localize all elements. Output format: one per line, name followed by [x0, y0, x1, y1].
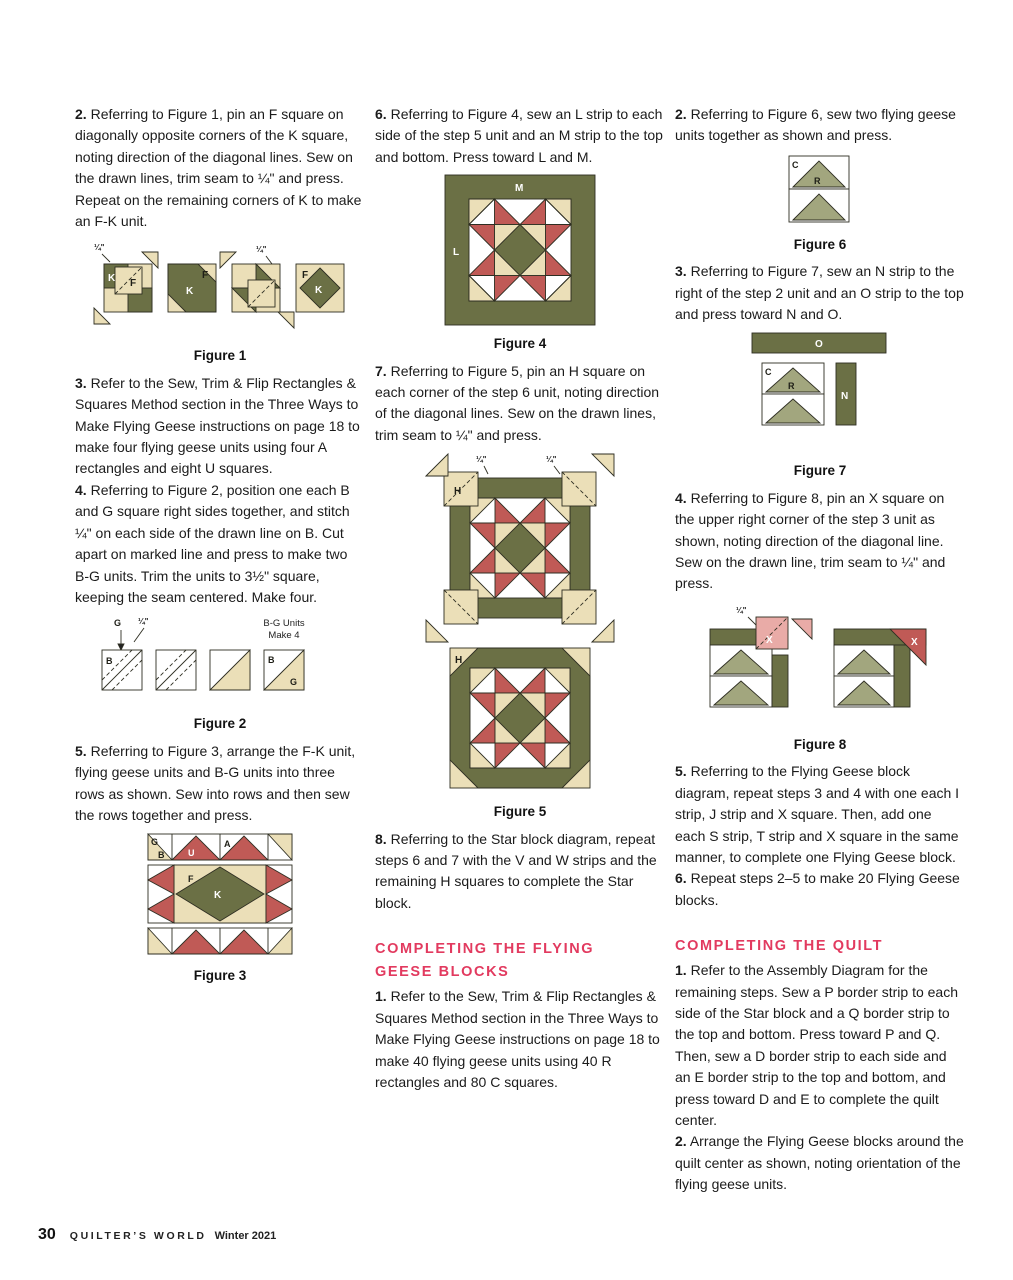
step-number: 4. — [675, 489, 687, 506]
step-text: Refer to the Sew, Trim & Flip Rectangles & Squares Method section in the Three Ways to Make Flying Geese instructions on page 18 to make 40 flying geese units using 40 R rectangles and 80 C squares. — [375, 988, 660, 1090]
label-o: O — [815, 339, 823, 351]
instruction-step — [675, 104, 965, 147]
quarter-inch-label: ¼" — [256, 245, 267, 255]
bg-units-label: B-G Units — [263, 618, 305, 630]
step-number: 2. — [675, 1133, 687, 1150]
instruction-step — [75, 741, 365, 827]
label-k: K — [315, 285, 323, 297]
figure-5-diagram-top — [424, 452, 616, 644]
figure-4-diagram — [444, 174, 596, 326]
label-b: B — [158, 850, 165, 861]
step-text: Repeat steps 2–5 to make 20 Flying Geese blocks. — [675, 870, 960, 908]
figure-4 — [375, 174, 665, 354]
instruction-step — [675, 868, 965, 911]
issue-label: Winter 2021 — [214, 1230, 277, 1242]
step-number: 1. — [375, 988, 387, 1005]
quarter-inch-label: ¼" — [94, 243, 105, 253]
label-b: B — [106, 656, 113, 667]
instruction-step — [75, 373, 365, 480]
step-number: 3. — [675, 263, 687, 280]
step-text: Refer to the Sew, Trim & Flip Rectangles & Squares Method section in the Three Ways to Make Flying Geese instructions on page 18 to make four flying geese units using four A rectangles and eight U squares. — [75, 374, 360, 477]
column-2 — [375, 104, 665, 1093]
instruction-step — [375, 986, 665, 1093]
instruction-step — [375, 104, 665, 168]
quarter-inch-label: ¼" — [736, 605, 747, 615]
column-1 — [75, 104, 365, 993]
step-number: 6. — [675, 870, 687, 887]
label-f: F — [188, 874, 194, 885]
label-l: L — [453, 247, 460, 259]
step-number: 2. — [675, 106, 687, 122]
figure-caption: Figure 6 — [793, 236, 847, 252]
step-text: Referring to Figure 2, position one each B and G square right sides together, and stitch ¼" on each side of the drawn line on B. Cut apart on marked line and press to make two B-G units. Trim the units to 3½" square, keeping the seam centered. Make four. — [75, 481, 350, 605]
figure-2 — [75, 614, 365, 734]
quarter-inch-label: ¼" — [476, 455, 487, 465]
figure-caption: Figure 7 — [793, 463, 847, 479]
magazine-title: QUILTER’S WORLD — [69, 1230, 207, 1242]
label-m: M — [515, 183, 524, 195]
figure-1-diagram — [90, 238, 350, 338]
step-text: Referring to Figure 5, pin an H square on each corner of the step 6 unit, noting direction of the diagonal lines. Sew on the drawn lines, trim seam to ¼" and press. — [375, 362, 660, 443]
figure-1 — [75, 238, 365, 366]
step-text: Refer to the Assembly Diagram for the remaining steps. Sew a P border strip to each side of the Star block and a Q border strip to the top and bottom. Press toward P and Q. Then, sew a D border strip to each side and an E border strip to the top and bottom, and press toward D and E to complete the quilt center. — [675, 962, 959, 1128]
label-g: G — [290, 677, 298, 688]
step-text: Referring to the Star block diagram, repeat steps 6 and 7 with the V and W strips and the remaining H squares to complete the Star block. — [375, 830, 657, 911]
label-u: U — [188, 848, 195, 859]
label-h: H — [454, 486, 462, 498]
label-f: F — [302, 270, 309, 282]
figure-2-diagram — [88, 614, 352, 706]
step-number: 8. — [375, 830, 387, 847]
figure-caption: Figure 3 — [193, 968, 247, 984]
instruction-step — [75, 104, 365, 232]
step-number: 7. — [375, 362, 387, 379]
figure-5-diagram-bottom — [440, 644, 600, 794]
figure-7-diagram — [744, 331, 896, 453]
figure-6-diagram — [786, 153, 854, 227]
step-text: Arrange the Flying Geese blocks around the quilt center as shown, noting orientation of the flying geese units. — [675, 1133, 964, 1193]
label-x: X — [766, 634, 773, 646]
step-text: Referring to Figure 3, arrange the F-K unit, flying geese units and B-G units into three rows as shown. Sew into rows and then sew the rows together and press. — [75, 742, 356, 823]
figure-3-diagram — [145, 832, 295, 958]
page-footer — [38, 1226, 276, 1244]
section-heading-flying-geese: COMPLETING THE FLYING GEESE BLOCKS — [375, 941, 595, 981]
label-k: K — [108, 273, 116, 285]
instruction-step — [675, 261, 965, 325]
label-r: R — [814, 175, 821, 186]
quarter-inch-label: ¼" — [546, 455, 557, 465]
label-n: N — [841, 391, 849, 403]
label-g: G — [151, 837, 159, 848]
figure-caption: Figure 1 — [193, 348, 247, 364]
label-a: A — [224, 839, 231, 850]
figure-caption: Figure 4 — [493, 336, 547, 352]
step-number: 3. — [75, 374, 87, 391]
section-heading-quilt: COMPLETING THE QUILT — [675, 938, 884, 955]
figure-caption: Figure 8 — [793, 736, 847, 752]
label-h: H — [455, 655, 463, 667]
label-c: C — [765, 367, 772, 378]
label-c: C — [792, 159, 799, 170]
figure-5 — [375, 452, 665, 822]
instruction-step — [675, 960, 965, 1131]
label-r: R — [788, 381, 795, 392]
step-number: 2. — [75, 106, 87, 122]
instruction-step — [675, 761, 965, 868]
step-text: Referring to Figure 7, sew an N strip to the right of the step 2 unit and an O strip to the top and press toward N and O. — [675, 263, 964, 323]
make-4-label: Make 4 — [268, 630, 300, 642]
figure-8 — [675, 601, 965, 755]
figure-caption: Figure 2 — [193, 716, 247, 732]
instruction-step — [675, 488, 965, 595]
step-number: 5. — [675, 763, 687, 780]
quarter-inch-label: ¼" — [138, 617, 149, 627]
label-f: F — [130, 278, 137, 290]
step-text: Referring to Figure 4, sew an L strip to each side of the step 5 unit and an M strip to the top and bottom. Press toward L and M. — [375, 106, 663, 165]
step-text: Referring to Figure 8, pin an X square on the upper right corner of the step 3 unit as shown, noting direction of the diagonal line. Sew on the drawn line, trim seam to ¼" and press. — [675, 489, 946, 592]
label-x: X — [911, 636, 918, 648]
step-number: 5. — [75, 742, 87, 759]
step-number: 4. — [75, 481, 87, 498]
label-b: B — [268, 655, 275, 666]
step-number: 1. — [675, 962, 687, 979]
step-number: 6. — [375, 106, 387, 122]
step-text: Referring to the Flying Geese block diagram, repeat steps 3 and 4 with one each I strip, J strip and X square. Then, add one each S strip, T strip and X square in the same manner, to complete one Flying Geese block. — [675, 763, 960, 865]
figure-7 — [675, 331, 965, 481]
figure-8-diagram — [700, 601, 940, 727]
instruction-step — [375, 829, 665, 915]
figure-caption: Figure 5 — [493, 804, 547, 820]
instruction-step — [675, 1131, 965, 1195]
label-g: G — [114, 618, 122, 629]
step-text: Referring to Figure 6, sew two flying geese units together as shown and press. — [675, 106, 956, 144]
label-f: F — [202, 270, 209, 282]
instruction-step — [375, 361, 665, 447]
figure-3 — [75, 832, 365, 986]
instruction-step — [75, 480, 365, 608]
step-text: Referring to Figure 1, pin an F square on diagonally opposite corners of the K square, noting direction of the diagonal lines. Sew on the drawn lines, trim seam to ¼" and press. Repeat on the remaining corners of K to make an F-K unit. — [75, 106, 362, 230]
column-3 — [675, 104, 965, 1196]
page-number: 30 — [38, 1226, 56, 1243]
label-k: K — [214, 890, 222, 902]
figure-6 — [675, 153, 965, 255]
label-k: K — [186, 286, 194, 298]
